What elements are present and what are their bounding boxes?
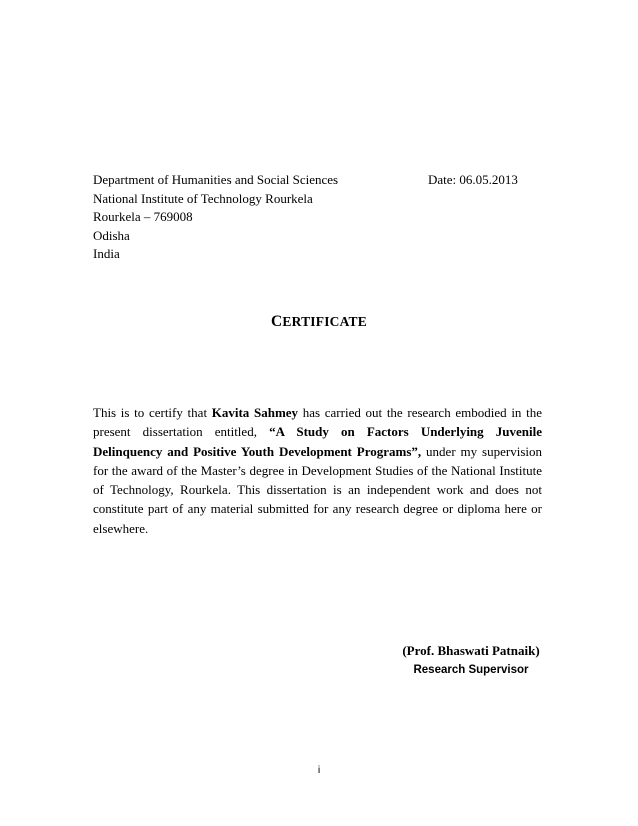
body-text-intro: This is to certify that <box>93 405 212 420</box>
certificate-title <box>0 313 638 331</box>
address-line-department: Department of Humanities and Social Sciences <box>93 172 339 187</box>
supervisor-role: Research Supervisor <box>413 664 529 676</box>
dissertation-title: “A Study on Factors Underlying Juvenile Delinquency and Positive Youth Development Programs”, <box>93 424 542 459</box>
document-date: Date: 06.05.2013 <box>428 172 518 187</box>
certificate-title-rest: ERTIFICATE <box>282 314 367 329</box>
address-line-state: Odisha <box>93 227 130 243</box>
student-name: Kavita Sahmey <box>211 405 299 420</box>
page-number: i <box>317 764 321 776</box>
body-text-end: under my supervision for the award of the Master’s degree in Development Studies of the National Institute of Technology, Rourkela. This dissertation is an independent work and does not constitute part of any material submitted for any research degree or diploma here or elsewhere. <box>93 443 542 536</box>
sender-address <box>93 171 353 264</box>
address-line-country: India <box>93 246 120 262</box>
supervisor-name: (Prof. Bhaswati Patnaik) <box>402 643 540 658</box>
body-text-middle: has carried out the research embodied in the present dissertation entitled, <box>93 405 543 440</box>
address-line-institute: National Institute of Technology Rourkela <box>93 190 313 206</box>
signature-block <box>386 642 556 679</box>
certificate-body <box>93 403 542 538</box>
address-line-city: Rourkela – 769008 <box>93 209 193 225</box>
certificate-title-initial: C <box>271 313 283 330</box>
